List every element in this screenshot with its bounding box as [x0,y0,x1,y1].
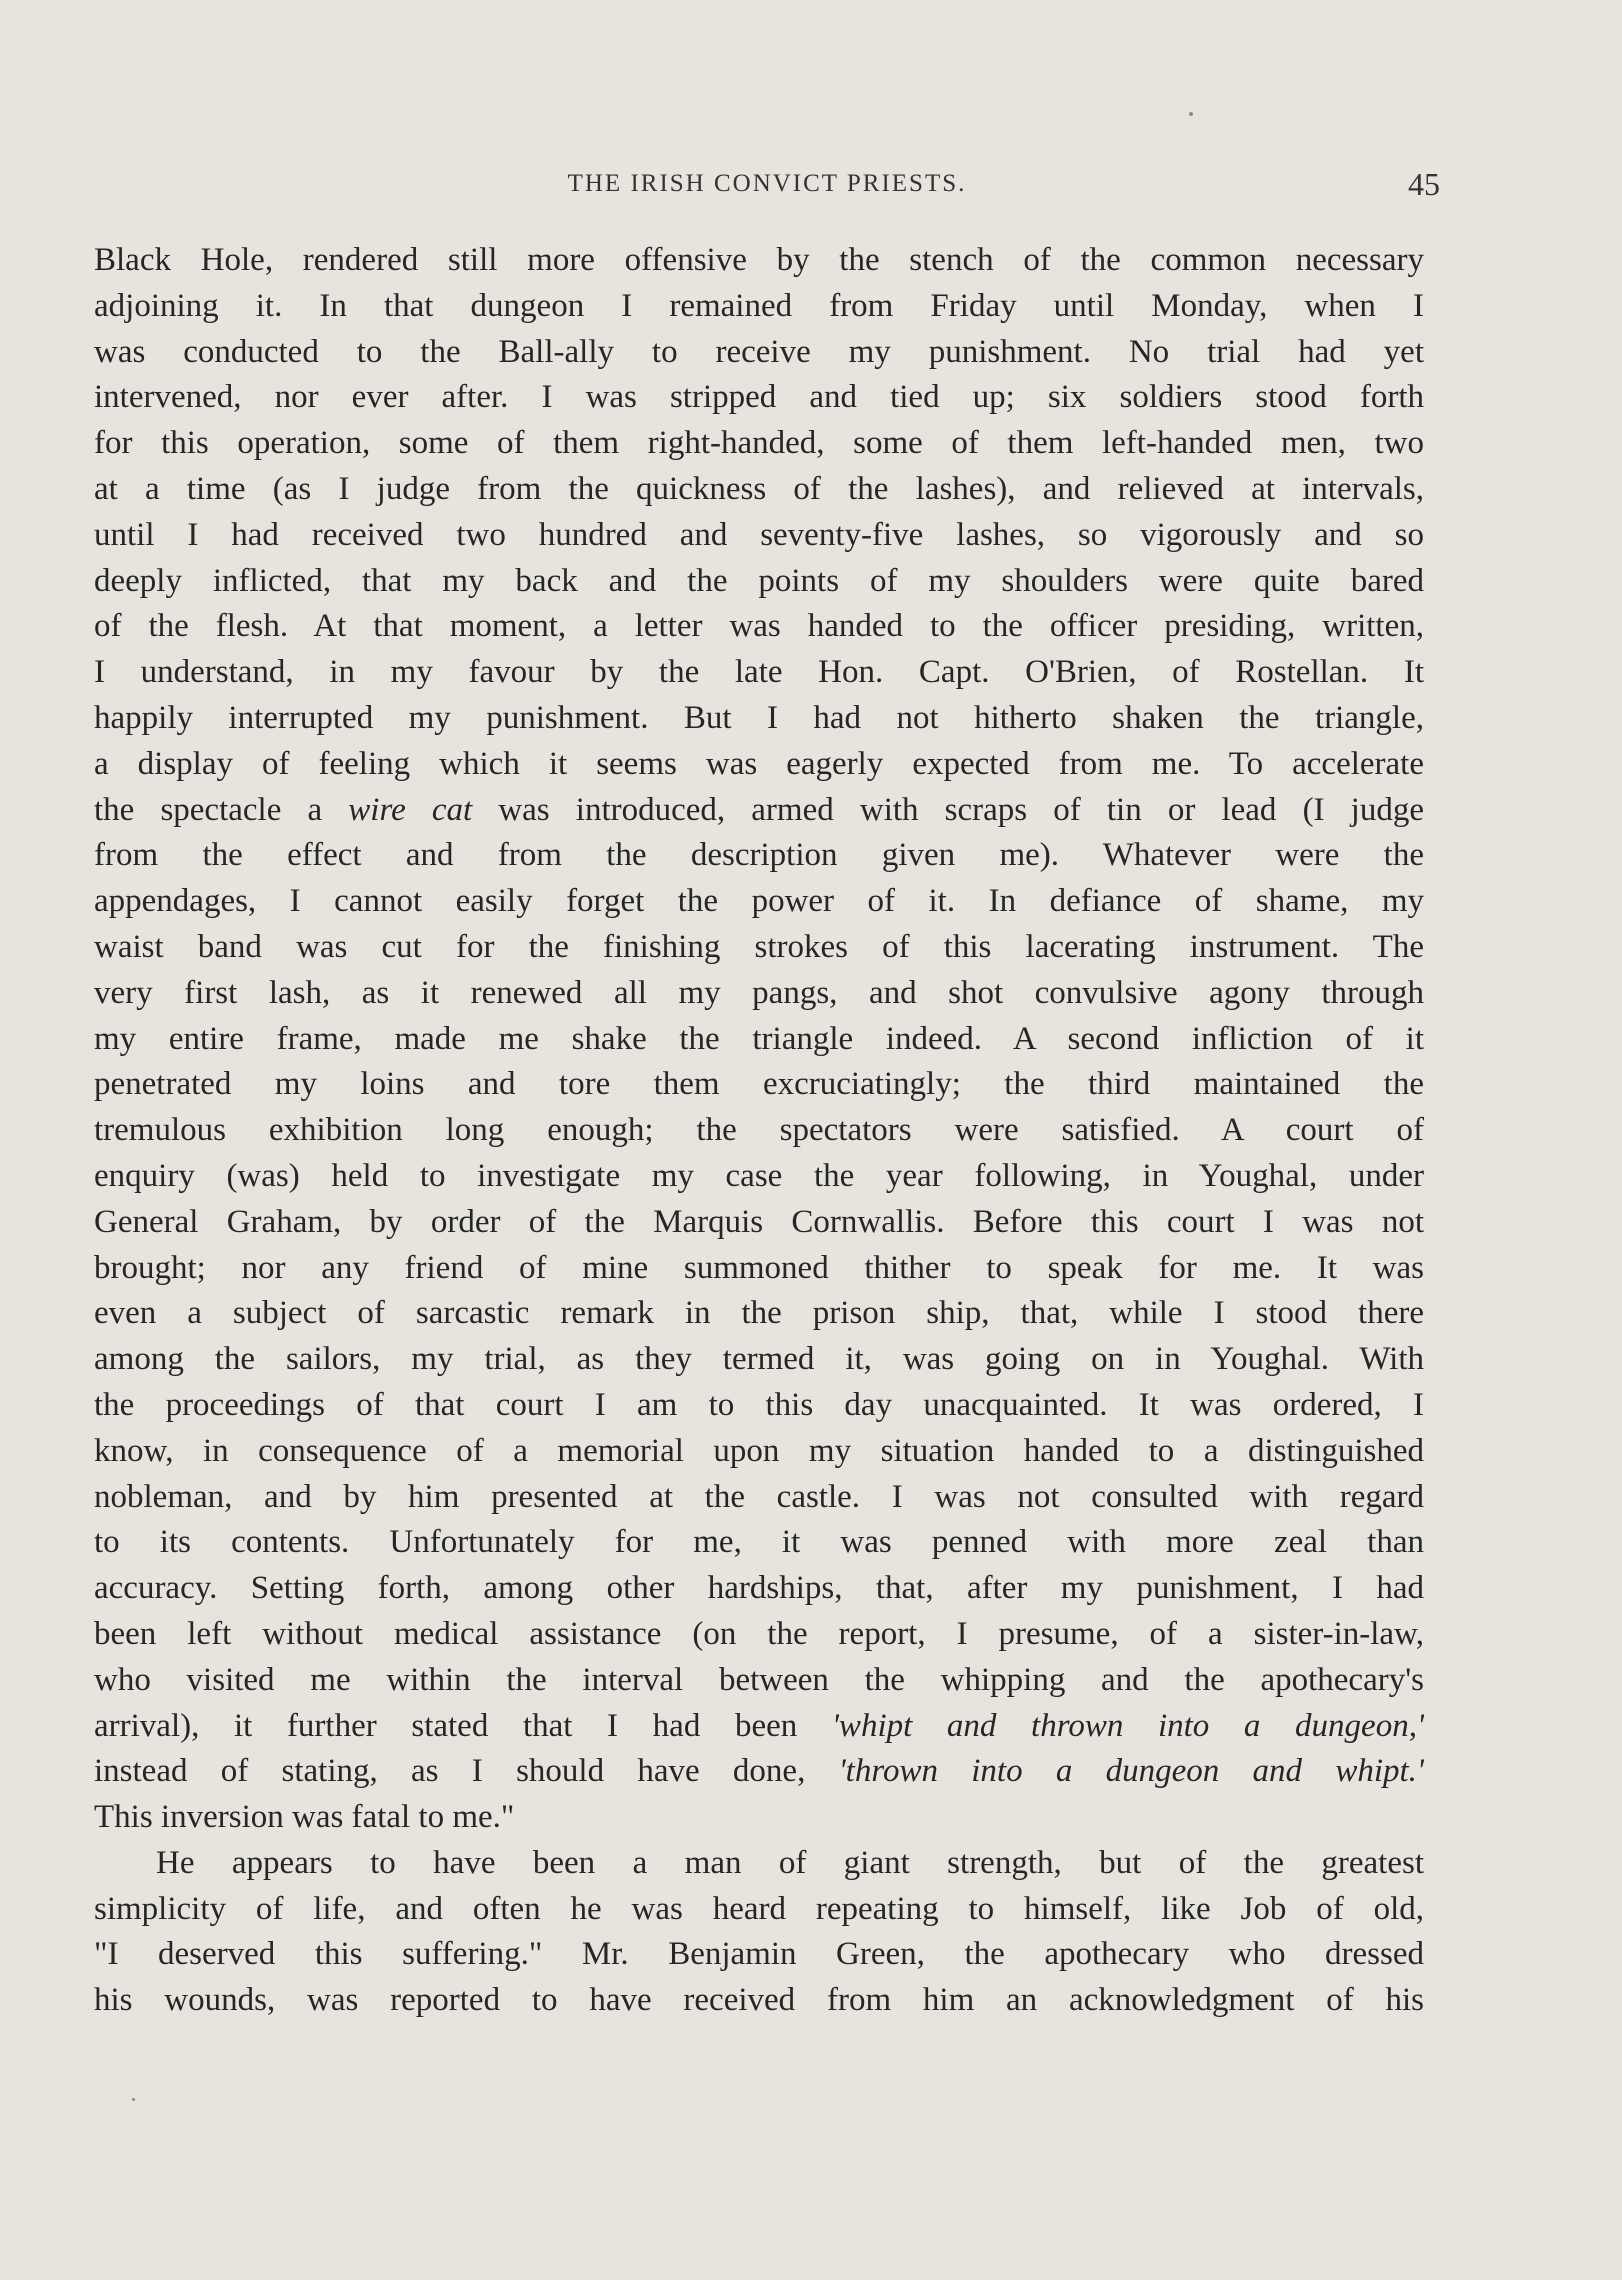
text-line: I understand, in my favour by the late Hon. Capt. O'Brien, of Rostellan. It [94,654,1424,691]
text-line: appendages, I cannot easily forget the power of it. In defiance of shame, my [94,883,1424,920]
italic-quote: 'thrown into a dungeon and whipt.' [838,1753,1424,1790]
running-title: THE IRISH CONVICT PRIESTS. [567,170,967,197]
paragraph-first-line: He appears to have been a man of giant strength, but of the greatest [156,1844,1424,1881]
text-run: instead of stating, as I should have done, [94,1753,839,1790]
text-run: arrival), it further stated that I had been [94,1707,832,1744]
text-line: happily interrupted my punishment. But I had not hitherto shaken the triangle, [94,699,1424,736]
text-line: who visited me within the interval between the whipping and the apothecary's [94,1661,1424,1698]
text-line-with-italic [94,1749,1424,1795]
text-line: to its contents. Unfortunately for me, it was penned with more zeal than [94,1524,1424,1561]
text-line: brought; nor any friend of mine summoned thither to speak for me. It was [94,1249,1424,1286]
text-line: been left without medical assistance (on the report, I presume, of a sister-in-law, [94,1615,1424,1652]
text-line: of the flesh. At that moment, a letter was handed to the officer presiding, written, [94,608,1424,645]
italic-quote: 'whipt and thrown into a dungeon,' [831,1707,1424,1744]
text-line: "I deserved this suffering." Mr. Benjamin Green, the apothecary who dressed [94,1936,1424,1973]
text-line: among the sailors, my trial, as they termed it, was going on in Youghal. With [94,1341,1424,1378]
text-line: even a subject of sarcastic remark in the prison ship, that, while I stood there [94,1295,1424,1332]
text-line: tremulous exhibition long enough; the spectators were satisfied. A court of [94,1112,1424,1149]
text-line: very first lash, as it renewed all my pangs, and shot convulsive agony through [94,974,1424,1011]
text-line: until I had received two hundred and seventy-five lashes, so vigorously and so [94,516,1424,553]
text-line: deeply inflicted, that my back and the points of my shoulders were quite bared [94,562,1424,599]
text-line: intervened, nor ever after. I was stripped and tied up; six soldiers stood forth [94,379,1424,416]
text-line: penetrated my loins and tore them excruciatingly; the third maintained the [94,1066,1424,1103]
text-line: at a time (as I judge from the quickness of the lashes), and relieved at intervals, [94,470,1424,507]
text-line: simplicity of life, and often he was heard repeating to himself, like Job of old, [94,1890,1424,1927]
text-line: waist band was cut for the finishing strokes of this lacerating instrument. The [94,928,1424,965]
text-line: General Graham, by order of the Marquis Cornwallis. Before this court I was not [94,1203,1424,1240]
text-line: Black Hole, rendered still more offensive by the stench of the common necessary [94,242,1424,278]
text-line-with-italic [94,788,1424,834]
text-line: from the effect and from the description given me). Whatever were the [94,837,1424,874]
text-line: the proceedings of that court I am to this day unacquainted. It was ordered, I [94,1386,1424,1423]
text-line: his wounds, was reported to have received from him an acknowledgment of his [94,1982,1424,2019]
text-line: a display of feeling which it seems was eagerly expected from me. To accelerate [94,745,1424,782]
running-head [94,166,1440,210]
text-run: was introduced, armed with scraps of tin or lead (I judge [472,791,1424,828]
text-line: my entire frame, made me shake the triangle indeed. A second infliction of it [94,1020,1424,1057]
paragraph-end-line: This inversion was fatal to me." [94,1799,515,1836]
text-line: nobleman, and by him presented at the castle. I was not consulted with regard [94,1478,1424,1515]
text-line: for this operation, some of them right-handed, some of them left-handed men, two [94,425,1424,462]
text-line: enquiry (was) held to investigate my case the year following, in Youghal, under [94,1157,1424,1194]
body-text [94,238,1424,2024]
text-run: the spectacle a [94,791,349,828]
text-line: know, in consequence of a memorial upon my situation handed to a distinguished [94,1432,1424,1469]
page-number: 45 [1408,166,1440,202]
paper-speck [132,2098,135,2101]
text-line-with-italic [94,1704,1424,1750]
text-line: was conducted to the Ball-ally to receive my punishment. No trial had yet [94,333,1424,370]
italic-phrase: wire cat [348,791,473,828]
text-line: adjoining it. In that dungeon I remained from Friday until Monday, when I [94,287,1424,324]
text-line: accuracy. Setting forth, among other hardships, that, after my punishment, I had [94,1570,1424,1607]
paper-speck [1189,112,1193,116]
